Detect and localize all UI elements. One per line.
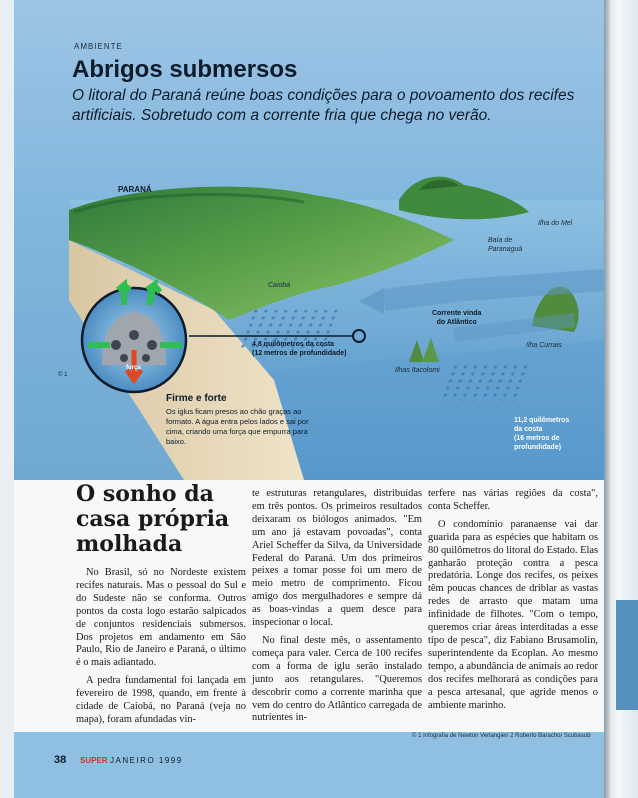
issue-date: JANEIRO 1999: [110, 756, 183, 765]
reef-field-far: [439, 365, 532, 401]
page-title: Abrigos submersos: [72, 56, 298, 83]
label-distance-near: 4,8 quilômetros da costa (12 metros de profundidade): [252, 341, 347, 357]
label-parana: PARANÁ: [118, 185, 152, 194]
label-corrente: Corrente vinda do Atlântico: [432, 310, 482, 326]
label-ilhas-itacolomi: Ilhas Itacolomi: [395, 367, 440, 374]
article-headline: O sonho da casa própria molhada: [76, 481, 230, 557]
next-page-edge: [604, 0, 638, 798]
label-caioba: Caiobá: [268, 282, 291, 289]
caption-title: Firme e forte: [166, 393, 227, 404]
paragraph: te estruturas retangulares, distribuídas em três pontos. Os primeiros resultados deixaram os biólogos animados. "Em um ano já estavam povoadas", conta Ariel Scheffer da Silva, da Universidade Federal do Paraná. Um dos primeiros peixes a tomar posse foi um mero de meio metro de comprimento. Ficou amigo dos mergulhadores e sempre dá as boas-vindas a quem desce para inspecionar o local.: [252, 488, 422, 629]
paragraph: terfere nas várias regiões da costa", conta Scheffer.: [428, 488, 598, 512]
illustration-copyright: © 1: [58, 372, 68, 378]
paragraph: No Brasil, só no Nordeste existem recifes naturais. Mas o pessoal do Sul e do Sudeste não se conforma. Outros pontos da costa logo estarão salpicados de conjuntos residenciais submersos. Dos projetos em andamento em São Paulo, Rio de Janeiro e Paraná, o último é o mais adiantado.: [76, 567, 246, 669]
caption-text: Os iglus ficam presos ao chão graças ao formato. A água entra pelos lados e sai por cima, criando uma força que empurra para baixo.: [166, 407, 309, 446]
ilha-do-mel: [399, 177, 529, 220]
section-label: AMBIENTE: [74, 42, 123, 51]
footer-band: [14, 732, 604, 798]
paragraph: A pedra fundamental foi lançada em fevereiro de 1998, quando, em frente à cidade de Caiobá, no Paraná (veja no mapa), foram afundadas vin-: [76, 675, 246, 725]
magazine-brand: SUPER: [80, 756, 108, 765]
article-column-3: [428, 488, 598, 712]
label-ilha-currais: Ilha Currais: [526, 342, 562, 349]
next-page-image-fragment: [616, 600, 638, 710]
label-distance-far: 11,2 quilômetros da costa (16 metros de profundidade): [514, 417, 570, 451]
label-baia-paranagua: Baía de Paranaguá: [488, 237, 523, 253]
page-subtitle: O litoral do Paraná reúne boas condições para o povoamento dos recifes artificiais. Sobretudo com a corrente fria que chega no verão.: [72, 87, 575, 124]
label-forca: força: [126, 365, 141, 371]
paragraph: No final deste mês, o assentamento começa para valer. Cerca de 100 recifes com a forma de iglu serão instalado junto aos retangulares. "Queremos descobrir como a corrente marinha que vem do centro do Atlântico carregada de nutrientes in-: [252, 634, 422, 724]
magazine-page: [14, 0, 604, 798]
article-column-2: [252, 488, 422, 725]
article-column-1: [76, 567, 246, 727]
photo-credits: © 1 Infografia de Newton Verlangieri 2 Roberto Baracho/ Scubasub: [412, 733, 591, 739]
label-ilha-do-mel: Ilha do Mel: [538, 220, 573, 227]
paragraph: O condomínio paranaense vai dar guarida para as espécies que habitam os 80 quilômetros do litoral do Estado. Elas ganharão proteção contra a pesca predatória. Longe dos recifes, os peixes têm poucas chances de driblar as vastas redes de arrasto que matam uma infinidade de filhotes. "Com o tempo, queremos criar áreas interditadas a esse tipo de pesca", diz Fabiano Brusamolin, superintendente da Ecoplan. Ao mesmo tempo, a abundância de animais ao redor dos recifes melhorará as condições para a pesca artesanal, que agride menos o ambiente marinho.: [428, 518, 598, 711]
page-number: 38: [54, 754, 67, 766]
